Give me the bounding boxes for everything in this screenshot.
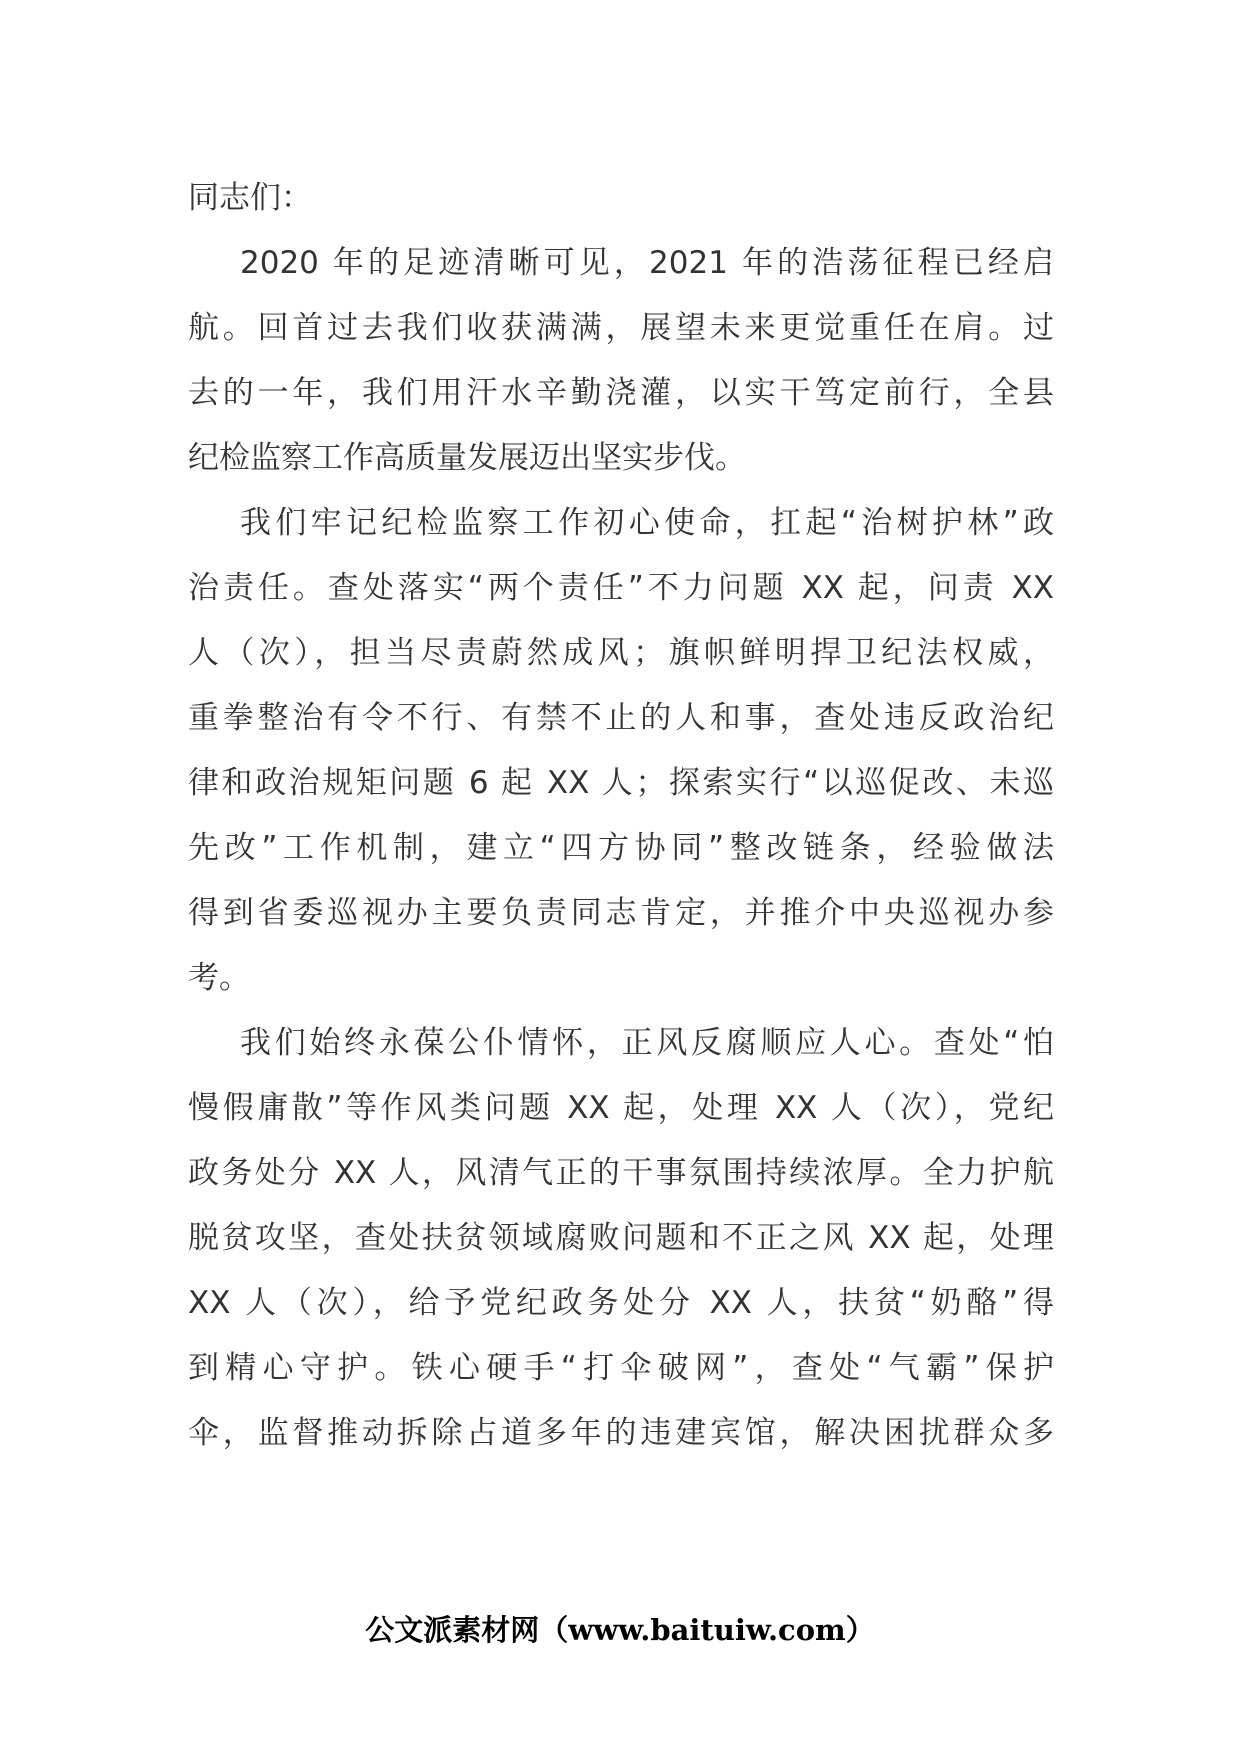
paragraph-line: 慢假庸散”等作风类问题 XX 起，处理 XX 人（次），党纪 [188, 1090, 1054, 1126]
footer-watermark-text: 公文派素材网（www.baituiw.com） [365, 1613, 875, 1647]
paragraph-line: 去的一年，我们用汗水辛勤浇灌，以实干笃定前行，全县 [188, 375, 1054, 411]
paragraph-3 [188, 1011, 1054, 1466]
paragraph-line: 我们始终永葆公仆情怀，正风反腐顺应人心。查处“怕 [240, 1025, 1054, 1061]
paragraph-line: 2020 年的足迹清晰可见，2021 年的浩荡征程已经启 [240, 245, 1054, 281]
paragraph-line: 考。 [188, 960, 250, 996]
paragraph-line: 到精心守护。铁心硬手“打伞破网”，查处“气霸”保护 [188, 1350, 1054, 1386]
paragraph-line: 得到省委巡视办主要负责同志肯定，并推介中央巡视办参 [188, 895, 1054, 931]
paragraph-line: 人（次），担当尽责蔚然成风；旗帜鲜明捍卫纪法权威， [188, 635, 1054, 671]
document-body [188, 166, 1054, 1466]
paragraph-line: 先改”工作机制，建立“四方协同”整改链条，经验做法 [188, 830, 1054, 866]
salutation: 同志们： [188, 180, 312, 216]
paragraph-line: 航。回首过去我们收获满满，展望未来更觉重任在肩。过 [188, 310, 1054, 346]
paragraph-line: XX 人（次），给予党纪政务处分 XX 人，扶贫“奶酪”得 [188, 1285, 1054, 1321]
paragraph-2 [188, 491, 1054, 1011]
paragraph-line: 政务处分 XX 人，风清气正的干事氛围持续浓厚。全力护航 [188, 1155, 1054, 1191]
paragraph-line: 我们牢记纪检监察工作初心使命，扛起“治树护林”政 [240, 505, 1054, 541]
paragraph-line: 律和政治规矩问题 6 起 XX 人；探索实行“以巡促改、未巡 [188, 765, 1054, 801]
paragraph-line: 治责任。查处落实“两个责任”不力问题 XX 起，问责 XX [188, 570, 1054, 606]
paragraph-line: 脱贫攻坚，查处扶贫领域腐败问题和不正之风 XX 起，处理 [188, 1220, 1054, 1256]
paragraph-1 [188, 231, 1054, 491]
paragraph-line: 重拳整治有令不行、有禁不止的人和事，查处违反政治纪 [188, 700, 1054, 736]
paragraph-line: 伞，监督推动拆除占道多年的违建宾馆，解决困扰群众多 [188, 1415, 1054, 1451]
paragraph-line: 纪检监察工作高质量发展迈出坚实步伐。 [188, 440, 746, 476]
